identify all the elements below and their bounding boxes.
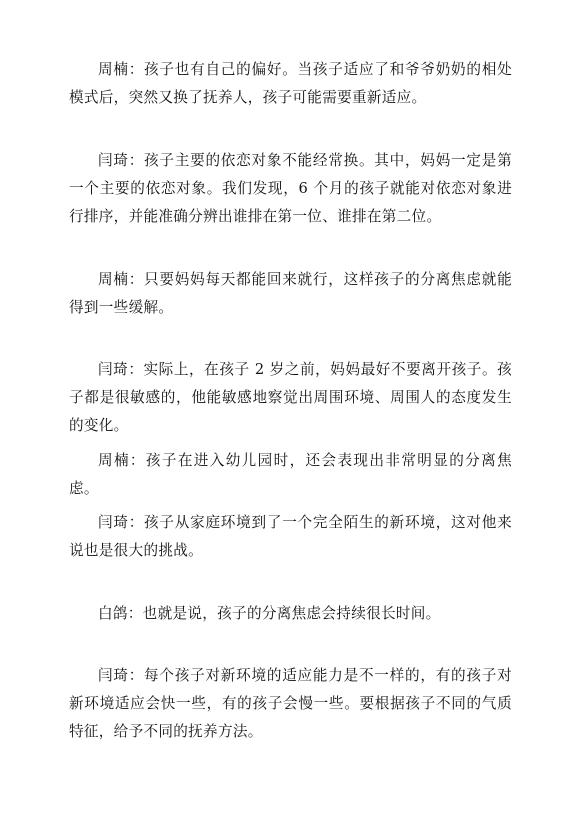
dialogue-paragraph: 周楠：孩子也有自己的偏好。当孩子适应了和爷爷奶奶的相处模式后，突然又换了抚养人，孩子可能需要重新适应。 [69, 61, 512, 106]
dialogue-paragraph: 白鸽：也就是说，孩子的分离焦虑会持续很长时间。 [98, 605, 441, 622]
dialogue-paragraph: 闫琦：实际上，在孩子 2 岁之前，妈妈最好不要离开孩子。孩子都是很敏感的，他能敏感地察觉出周围环境、周围人的态度发生的变化。 [69, 361, 512, 434]
dialogue-paragraph: 闫琦：孩子从家庭环境到了一个完全陌生的新环境，这对他来说也是很大的挑战。 [69, 514, 512, 559]
dialogue-paragraph: 周楠：只要妈妈每天都能回来就行，这样孩子的分离焦虑就能得到一些缓解。 [69, 271, 512, 316]
dialogue-paragraph: 周楠：孩子在进入幼儿园时，还会表现出非常明显的分离焦虑。 [69, 452, 512, 497]
dialogue-paragraph: 闫琦：孩子主要的依恋对象不能经常换。其中，妈妈一定是第一个主要的依恋对象。我们发现，6 个月的孩子就能对依恋对象进行排序，并能准确分辨出谁排在第一位、谁排在第二位。 [69, 152, 512, 225]
dialogue-paragraph: 闫琦：每个孩子对新环境的适应能力是不一样的，有的孩子对新环境适应会快一些，有的孩子会慢一些。要根据孩子不同的气质特征，给予不同的抚养方法。 [69, 667, 512, 740]
